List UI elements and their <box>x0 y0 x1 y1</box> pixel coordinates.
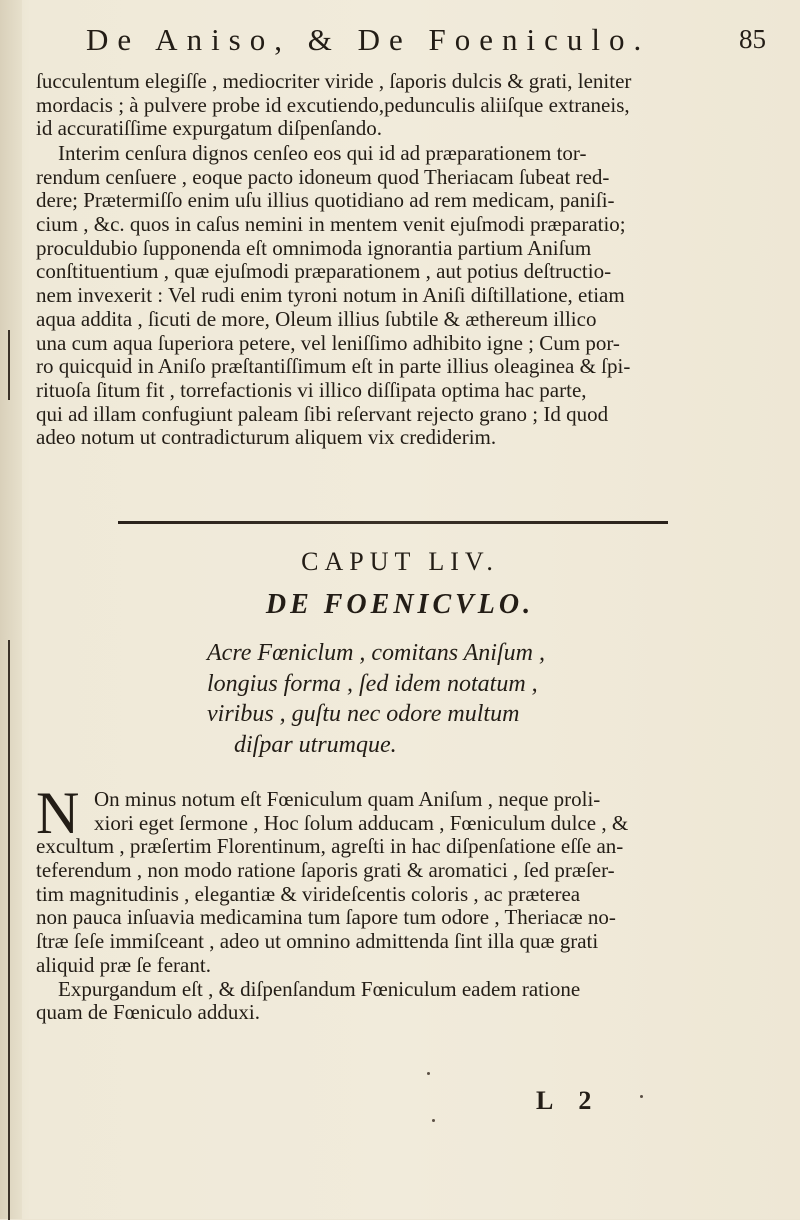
text-line: tim magnitudinis , elegantiæ & virideſcentis coloris , ac præterea <box>36 881 581 906</box>
gutter-mark <box>8 330 10 400</box>
drop-cap: N <box>36 780 80 846</box>
text-line: ſtræ ſeſe immiſceant , adeo ut omnino admittenda ſint illa quæ grati <box>36 929 599 954</box>
text-line: aqua addita , ſicuti de more, Oleum illius ſubtile & æthereum illico <box>36 306 597 331</box>
text-line: xiori eget ſermone , Hoc ſolum adducam , Fœniculum dulce , & <box>94 810 629 835</box>
text-line: ſucculentum elegiſſe , mediocriter viride , ſaporis dulcis & grati, leniter <box>36 69 632 93</box>
paragraph-2 <box>36 142 766 450</box>
verse-line: viribus , guſtu nec odore multum <box>207 701 520 727</box>
paragraph-3 <box>36 780 766 1025</box>
text-line: non pauca inſuavia medicamina tum ſapore tum odore , Theriacæ no- <box>36 905 616 930</box>
text-line: una cum aqua ſuperiora petere, vel leniſſimo adhibito igne ; Cum por- <box>36 330 620 355</box>
text-line: Expurgandum eſt , & diſpenſandum Fœniculum eadem ratione <box>58 976 581 1001</box>
horizontal-rule <box>118 521 668 524</box>
text-line: rituoſa ſitum fit , torrefactionis vi illico diſſipata optima hac parte, <box>36 377 587 402</box>
page-number: 85 <box>739 24 766 54</box>
text-line: id accuratiſſime expurgatum diſpenſando. <box>36 116 383 141</box>
verse-epigraph <box>207 638 545 760</box>
verse-line: Acre Fœniclum , comitans Aniſum , <box>207 640 545 666</box>
catchword: L 2 <box>536 1086 602 1115</box>
text-line: dere; Prætermiſſo enim uſu illius quotidiano ad rem medicam, paniſi- <box>36 188 615 213</box>
running-title: De Aniso, & De Foeniculo. <box>86 22 651 57</box>
text-line: conſtituentium , quæ ejuſmodi præparationem , aut potius deſtructio- <box>36 259 612 284</box>
verse-line: longius forma , ſed idem notatum , <box>207 670 538 697</box>
running-head <box>86 22 766 64</box>
text-line: nem invexerit : Vel rudi enim tyroni notum in Aniſi diſtillatione, etiam <box>36 283 625 308</box>
gutter-mark <box>8 640 10 1220</box>
verse-line: diſpar utrumque. <box>234 731 397 758</box>
text-line: teferendum , non modo ratione ſaporis grati & aromatici , ſed præſer- <box>36 858 615 883</box>
text-line: aliquid præ ſe ferant. <box>36 952 211 977</box>
chapter-subtitle: DE FOENICVLO. <box>265 589 535 620</box>
text-line: cium , &c. quos in caſus nemini in mentem venit ejuſmodi præparatio; <box>36 212 626 237</box>
chapter-title: CAPUT LIV. <box>301 547 499 576</box>
text-line: Interim cenſura dignos cenſeo eos qui id ad præparationem tor- <box>58 141 587 165</box>
ink-speck <box>432 1119 435 1122</box>
text-line: On minus notum eſt Fœniculum quam Aniſum , neque proli- <box>94 787 601 811</box>
text-line: excultum , præſertim Florentinum, agreſti in hac diſpenſatione eſſe an- <box>36 834 624 859</box>
paragraph-1 <box>36 70 766 141</box>
text-line: rendum cenſuere , eoque pacto idoneum quod Theriacam ſubeat red- <box>36 164 610 189</box>
text-line: proculdubio ſupponenda eſt omnimoda ignorantia partium Aniſum <box>36 235 592 260</box>
ink-speck <box>640 1095 643 1098</box>
text-line: quam de Fœniculo adduxi. <box>36 1000 260 1025</box>
text-line: ro quicquid in Aniſo præſtantiſſimum eſt in parte illius oleaginea & ſpi- <box>36 354 631 379</box>
text-line: mordacis ; à pulvere probe id excutiendo,pedunculis aliiſque extraneis, <box>36 92 630 117</box>
ink-speck <box>427 1072 430 1075</box>
text-line: adeo notum ut contradicturum aliquem vix crediderim. <box>36 425 497 450</box>
text-line: qui ad illam confugiunt paleam ſibi reſervant rejecto grano ; Id quod <box>36 401 609 426</box>
